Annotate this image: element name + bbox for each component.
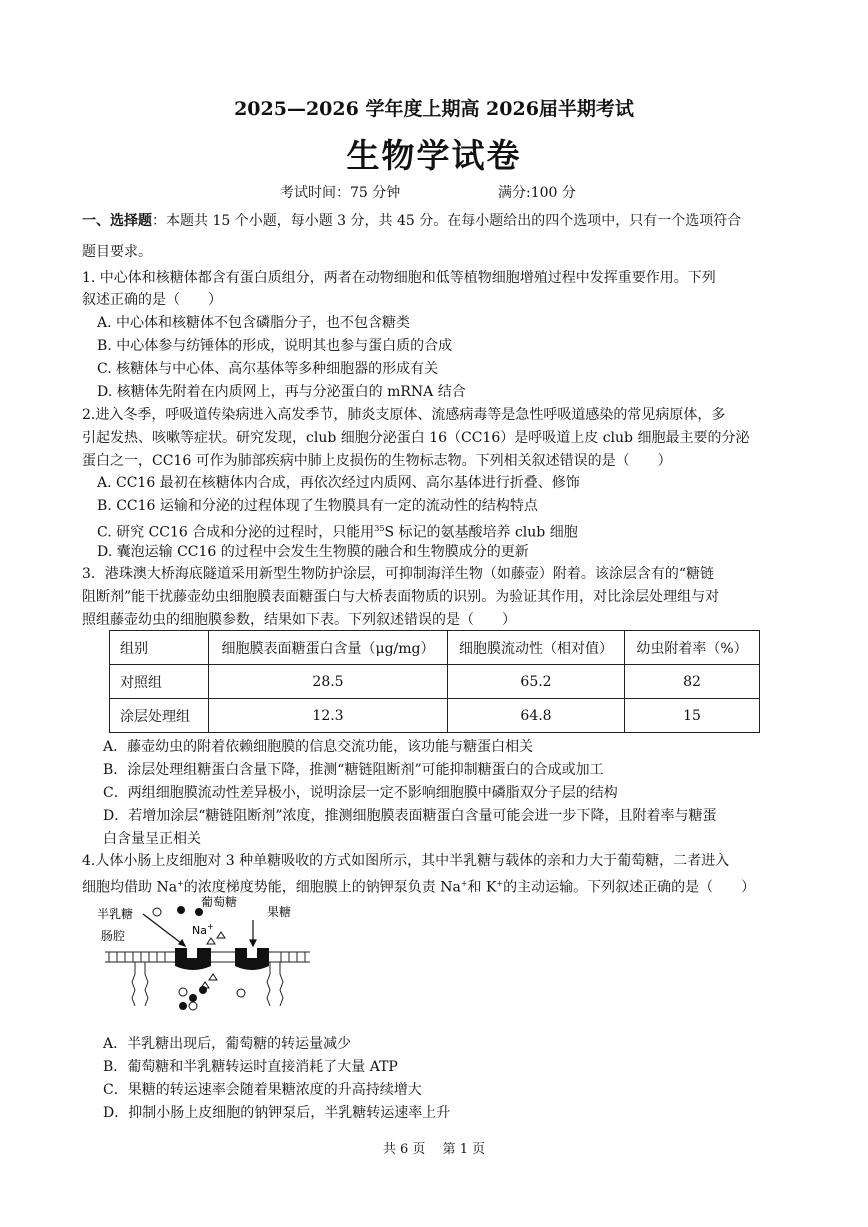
label-galactose: 半乳糖 (97, 907, 134, 921)
section-title: 一、选择题 (82, 213, 152, 229)
subject-title: 生物学试卷 (346, 136, 522, 175)
q1-option-d: D. 核糖体先附着在内质网上，再与分泌蛋白的 mRNA 结合 (97, 384, 466, 400)
q4-sup: + (460, 879, 468, 888)
q3-option-d-1: D．若增加涂层“糖链阻断剂”浓度，推测细胞膜表面糖蛋白含量可能会进一步下降，且附着率与糖蛋 (103, 808, 717, 824)
transport-diagram (95, 896, 325, 1021)
section-desc-1: ：本题共 15 个小题，每小题 3 分，共 45 分。在每小题给出的四个选项中，只有一个选项符合 (152, 213, 742, 229)
q2-option-c-sup: 35 (374, 524, 385, 533)
label-glucose: 葡萄糖 (201, 896, 238, 909)
table-header-cell: 细胞膜表面糖蛋白含量（μg/mg） (209, 631, 448, 665)
q3-stem-1: 3．港珠澳大桥海底隧道采用新型生物防护涂层，可抑制海洋生物（如藤壶）附着。该涂层含有的“糖链 (82, 566, 715, 582)
q4-stem-2 (82, 873, 755, 899)
q4-stem-2d: 的主动运输。下列叙述正确的是（ ） (503, 879, 756, 896)
q3-option-b: B．涂层处理组糖蛋白含量下降，推测“糖链阻断剂”可能抑制糖蛋白的合成或加工 (103, 762, 604, 778)
table-header-cell: 细胞膜流动性（相对值） (448, 631, 625, 665)
table-header-cell: 幼虫附着率（%） (625, 631, 760, 665)
section-heading (82, 210, 741, 232)
q4-option-c: C．果糖的转运速率会随着果糖浓度的升高持续增大 (103, 1082, 422, 1098)
table-header-cell: 组别 (110, 631, 209, 665)
na-sup: + (206, 922, 214, 931)
full-score: 满分:100 分 (498, 185, 576, 201)
q3-data-table (109, 630, 760, 733)
table-header-row (110, 631, 760, 665)
table-row (110, 699, 760, 733)
q4-stem-2a: 细胞均借助 Na (82, 879, 178, 896)
sglt-carrier (175, 948, 211, 970)
q3-stem-3: 照组藤壶幼虫的细胞膜参数，结果如下表。下列叙述错误的是（ ） (82, 612, 516, 628)
q4-option-b: B．葡萄糖和半乳糖转运时直接消耗了大量 ATP (103, 1059, 398, 1075)
label-fructose: 果糖 (267, 905, 292, 919)
q1-option-a: A. 中心体和核糖体不包含磷脂分子，也不包含糖类 (97, 315, 411, 331)
table-cell: 64.8 (448, 699, 625, 733)
table-cell: 涂层处理组 (110, 699, 209, 733)
section-desc-2: 题目要求。 (82, 244, 152, 260)
q4-sup: + (177, 879, 184, 888)
q1-option-c: C. 核糖体与中心体、高尔基体等多种细胞器的形成有关 (97, 361, 439, 377)
q1-stem-2: 叙述正确的是（ ） (82, 292, 222, 308)
table-row (110, 665, 760, 699)
q4-sup: + (496, 879, 504, 888)
table-cell: 82 (625, 665, 760, 699)
label-na (192, 922, 214, 937)
table-cell: 12.3 (209, 699, 448, 733)
q4-option-a: A．半乳糖出现后，葡萄糖的转运量减少 (103, 1036, 352, 1052)
q2-option-c-post: S 标记的氨基酸培养 club 细胞 (384, 524, 578, 541)
q1-stem-1: 1. 中心体和核糖体都含有蛋白质组分，两者在动物细胞和低等植物细胞增殖过程中发挥重要作用。下列 (82, 270, 716, 286)
label-lumen: 肠腔 (101, 929, 126, 943)
q3-option-d-2: 白含量呈正相关 (103, 831, 201, 847)
q2-option-c (97, 518, 578, 544)
q4-stem-2b: 的浓度梯度势能，细胞膜上的钠钾泵负责 Na (183, 879, 461, 896)
q2-stem-1: 2.进入冬季，呼吸道传染病进入高发季节，肺炎支原体、流感病毒等是急性呼吸道感染的常见病原体，多 (82, 407, 726, 423)
q3-option-a: A．藤壶幼虫的附着依赖细胞膜的信息交流功能，该功能与糖蛋白相关 (103, 739, 534, 755)
table-cell: 对照组 (110, 665, 209, 699)
q2-stem-3: 蛋白之一，CC16 可作为肺部疾病中肺上皮损伤的生物标志物。下列相关叙述错误的是（ ） (82, 453, 672, 469)
q2-option-a: A. CC16 最初在核糖体内合成，再依次经过内质网、高尔基体进行折叠、修饰 (97, 475, 580, 491)
q3-stem-2: 阻断剂”能干扰藤壶幼虫细胞膜表面糖蛋白与大桥表面物质的识别。为验证其作用，对比涂层处理组与对 (82, 589, 720, 605)
glut-carrier (235, 948, 269, 970)
q4-option-d: D．抑制小肠上皮细胞的钠钾泵后，半乳糖转运速率上升 (103, 1105, 451, 1121)
na-text: Na (192, 924, 207, 937)
exam-time: 考试时间：75 分钟 (280, 185, 401, 201)
q3-option-c: C．两组细胞膜流动性差异极小，说明涂层一定不影响细胞膜中磷脂双分子层的结构 (103, 785, 618, 801)
page-footer: 共 6 页 第 1 页 (382, 1142, 486, 1157)
q4-stem-2c: 和 K (467, 879, 497, 896)
table-cell: 15 (625, 699, 760, 733)
q2-stem-2: 引起发热、咳嗽等症状。研究发现，club 细胞分泌蛋白 16（CC16）是呼吸道上皮 club 细胞最主要的分泌 (82, 430, 750, 446)
table-cell: 28.5 (209, 665, 448, 699)
q2-option-d: D. 囊泡运输 CC16 的过程中会发生生物膜的融合和生物膜成分的更新 (97, 544, 529, 560)
q2-option-c-pre: C. 研究 CC16 合成和分泌的过程时，只能用 (97, 524, 375, 541)
table-cell: 65.2 (448, 665, 625, 699)
q2-option-b: B. CC16 运输和分泌的过程体现了生物膜具有一定的流动性的结构特点 (97, 498, 538, 514)
q4-stem-1: 4.人体小肠上皮细胞对 3 种单糖吸收的方式如图所示，其中半乳糖与载体的亲和力大于葡萄糖，二者进入 (82, 853, 730, 869)
q1-option-b: B. 中心体参与纺锤体的形成，说明其也参与蛋白质的合成 (97, 338, 453, 354)
exam-title: 2025—2026 学年度上期高 2026届半期考试 (234, 98, 634, 120)
